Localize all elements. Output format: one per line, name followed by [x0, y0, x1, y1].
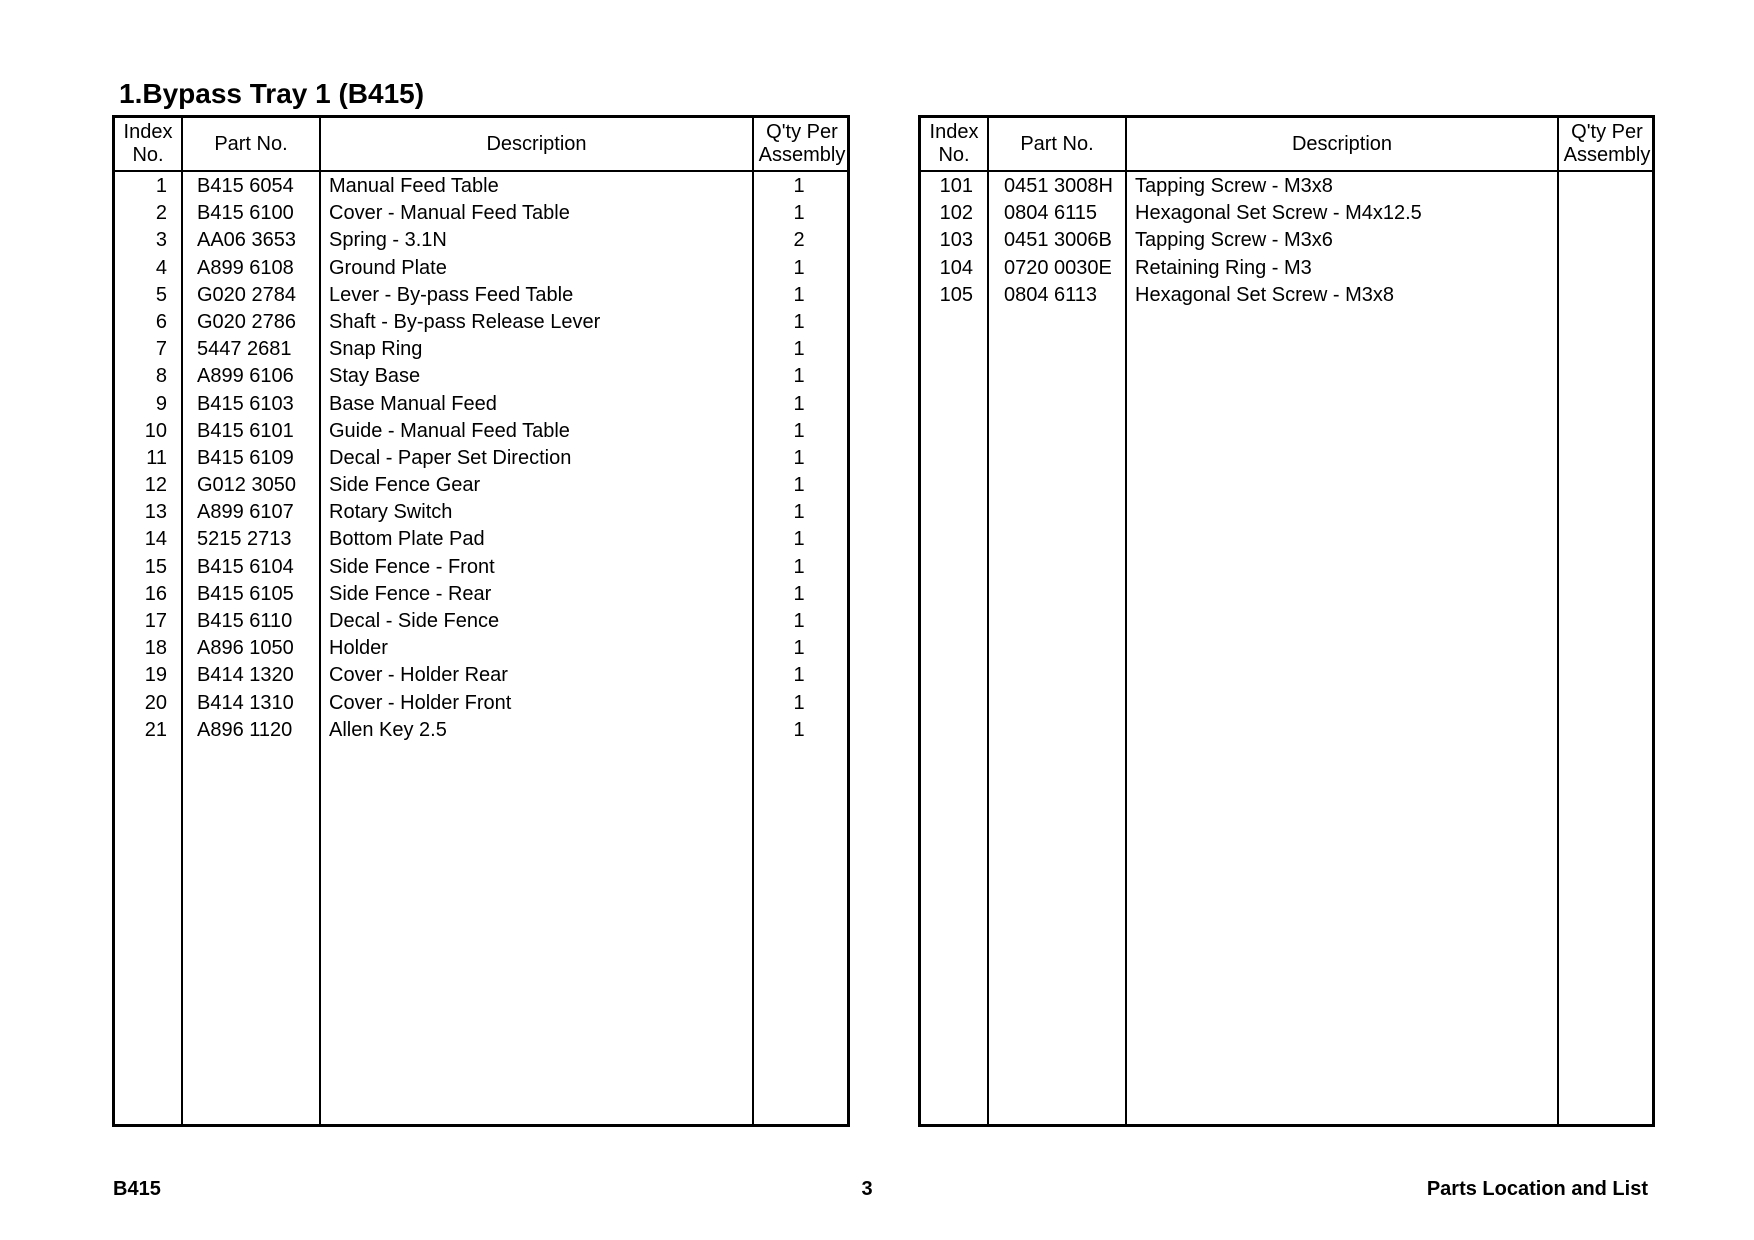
cell-qty: 1	[793, 175, 805, 197]
cell-description: Ground Plate	[329, 256, 447, 279]
cell-index: 14	[144, 528, 167, 551]
cell-index: 17	[144, 610, 167, 632]
table-row	[115, 608, 847, 635]
cell-part-no: B414 1310	[197, 691, 294, 714]
cell-description: Rotary Switch	[329, 501, 453, 524]
table-row	[115, 445, 847, 472]
table-row	[921, 227, 1652, 254]
cell-description: Guide - Manual Feed Table	[329, 419, 570, 442]
cell-index: 102	[939, 202, 973, 225]
cell-qty: 1	[793, 283, 805, 306]
cell-description: Tapping Screw - M3x6	[1135, 229, 1333, 252]
table-row	[115, 635, 847, 662]
cell-qty: 1	[793, 610, 805, 632]
cell-index: 21	[144, 718, 167, 741]
cell-qty: 1	[793, 338, 805, 361]
table-row	[115, 227, 847, 254]
cell-index: 6	[155, 310, 167, 333]
cell-index: 5	[155, 283, 167, 306]
cell-qty: 1	[793, 446, 805, 469]
cell-qty: 1	[793, 310, 805, 333]
cell-description: Base Manual Feed	[329, 392, 497, 415]
table-row	[115, 391, 847, 418]
cell-index: 10	[144, 419, 167, 442]
parts-table-left	[112, 115, 850, 1127]
cell-description: Holder	[329, 637, 388, 660]
cell-part-no: 5215 2713	[197, 528, 292, 551]
cell-description: Side Fence Gear	[329, 474, 481, 497]
cell-description: Stay Base	[329, 365, 421, 388]
footer-section-title: Parts Location and List	[1426, 1178, 1648, 1200]
table-row	[921, 173, 1652, 200]
cell-qty: 1	[793, 691, 805, 714]
cell-index: 19	[144, 664, 167, 687]
cell-part-no: A899 6106	[197, 365, 294, 388]
header-part-no: Part No.	[1020, 132, 1094, 155]
cell-description: Side Fence - Front	[329, 555, 495, 578]
cell-part-no: B415 6103	[197, 392, 294, 415]
cell-index: 105	[939, 283, 973, 306]
cell-description: Shaft - By-pass Release Lever	[329, 310, 601, 333]
cell-part-no: B415 6100	[197, 202, 294, 225]
cell-qty: 1	[793, 718, 805, 741]
cell-qty: 1	[793, 474, 805, 497]
table-row	[115, 309, 847, 336]
cell-index: 11	[146, 446, 167, 469]
cell-part-no: G012 3050	[197, 474, 296, 497]
cell-index: 12	[144, 474, 167, 497]
cell-index: 2	[155, 202, 167, 225]
cell-part-no: G020 2786	[197, 310, 296, 333]
cell-description: Bottom Plate Pad	[329, 528, 485, 551]
table-row	[115, 255, 847, 282]
cell-description: Decal - Side Fence	[329, 610, 500, 632]
cell-part-no: 0451 3006B	[1004, 229, 1112, 252]
table-row	[115, 554, 847, 581]
cell-part-no: 0451 3008H	[1004, 175, 1113, 197]
cell-index: 15	[144, 555, 167, 578]
cell-part-no: B415 6105	[197, 582, 294, 605]
cell-qty: 1	[793, 256, 805, 279]
header-qty: Q'ty Per Assembly	[758, 121, 846, 166]
cell-description: Lever - By-pass Feed Table	[329, 283, 574, 306]
header-part-no: Part No.	[214, 132, 288, 155]
cell-description: Side Fence - Rear	[329, 582, 492, 605]
cell-part-no: A899 6107	[197, 501, 294, 524]
cell-description: Cover - Holder Front	[329, 691, 512, 714]
cell-index: 20	[144, 691, 167, 714]
table-row	[921, 282, 1652, 309]
cell-description: Cover - Holder Rear	[329, 664, 508, 687]
page-number: 3	[861, 1178, 873, 1200]
cell-description: Tapping Screw - M3x8	[1135, 175, 1333, 197]
table-row	[115, 526, 847, 553]
header-description: Description	[486, 132, 587, 155]
cell-qty: 1	[793, 582, 805, 605]
cell-description: Snap Ring	[329, 338, 423, 361]
table-body-left	[115, 173, 847, 744]
table-row	[921, 200, 1652, 227]
cell-qty: 1	[793, 419, 805, 442]
table-row	[115, 418, 847, 445]
cell-description: Spring - 3.1N	[329, 229, 447, 252]
cell-qty: 1	[793, 365, 805, 388]
footer-model: B415	[113, 1178, 161, 1200]
header-index: Index No.	[123, 121, 173, 166]
table-row	[115, 499, 847, 526]
cell-qty: 1	[793, 501, 805, 524]
cell-index: 16	[144, 582, 167, 605]
cell-qty: 1	[793, 555, 805, 578]
table-row	[115, 472, 847, 499]
cell-part-no: 0804 6113	[1004, 283, 1098, 306]
table-row	[115, 581, 847, 608]
header-index: Index No.	[929, 121, 979, 166]
cell-index: 4	[155, 256, 167, 279]
cell-index: 13	[144, 501, 167, 524]
table-body-right	[921, 173, 1652, 309]
cell-part-no: B415 6109	[197, 446, 294, 469]
cell-part-no: A896 1120	[197, 718, 293, 741]
cell-description: Retaining Ring - M3	[1135, 256, 1312, 279]
parts-table-right	[918, 115, 1655, 1127]
cell-index: 18	[144, 637, 167, 660]
cell-qty: 1	[793, 392, 805, 415]
header-divider	[115, 170, 847, 172]
cell-part-no: G020 2784	[197, 283, 296, 306]
cell-description: Decal - Paper Set Direction	[329, 446, 572, 469]
cell-qty: 1	[793, 664, 805, 687]
cell-index: 8	[155, 365, 167, 388]
cell-part-no: A896 1050	[197, 637, 294, 660]
cell-qty: 1	[793, 202, 805, 225]
cell-part-no: 0720 0030E	[1004, 256, 1112, 279]
cell-part-no: 0804 6115	[1004, 202, 1098, 225]
cell-description: Cover - Manual Feed Table	[329, 202, 570, 225]
table-row	[115, 363, 847, 390]
cell-index: 1	[155, 175, 167, 197]
cell-part-no: B414 1320	[197, 664, 294, 687]
cell-index: 101	[939, 175, 973, 197]
cell-qty: 1	[793, 528, 805, 551]
cell-part-no: B415 6104	[197, 555, 294, 578]
cell-part-no: 5447 2681	[197, 338, 292, 361]
cell-part-no: B415 6110	[197, 610, 293, 632]
cell-index: 104	[939, 256, 973, 279]
cell-part-no: B415 6054	[197, 175, 294, 197]
table-row	[115, 662, 847, 689]
cell-index: 103	[939, 229, 973, 252]
cell-qty: 2	[793, 229, 805, 252]
table-row	[115, 200, 847, 227]
cell-description: Manual Feed Table	[329, 175, 499, 197]
header-divider	[921, 170, 1652, 172]
cell-part-no: AA06 3653	[197, 229, 296, 252]
table-row	[115, 173, 847, 200]
cell-part-no: A899 6108	[197, 256, 294, 279]
cell-index: 7	[155, 338, 167, 361]
table-row	[115, 282, 847, 309]
table-row	[115, 690, 847, 717]
header-description: Description	[1291, 132, 1393, 155]
header-qty: Q'ty Per Assembly	[1563, 121, 1651, 166]
cell-description: Hexagonal Set Screw - M3x8	[1135, 283, 1395, 306]
cell-part-no: B415 6101	[197, 419, 294, 442]
page-title: 1.Bypass Tray 1 (B415)	[119, 78, 425, 109]
table-row	[115, 717, 847, 744]
cell-index: 3	[155, 229, 167, 252]
cell-qty: 1	[793, 637, 805, 660]
cell-index: 9	[155, 392, 167, 415]
table-row	[115, 336, 847, 363]
table-row	[921, 255, 1652, 282]
cell-description: Allen Key 2.5	[329, 718, 447, 741]
cell-description: Hexagonal Set Screw - M4x12.5	[1135, 202, 1422, 225]
